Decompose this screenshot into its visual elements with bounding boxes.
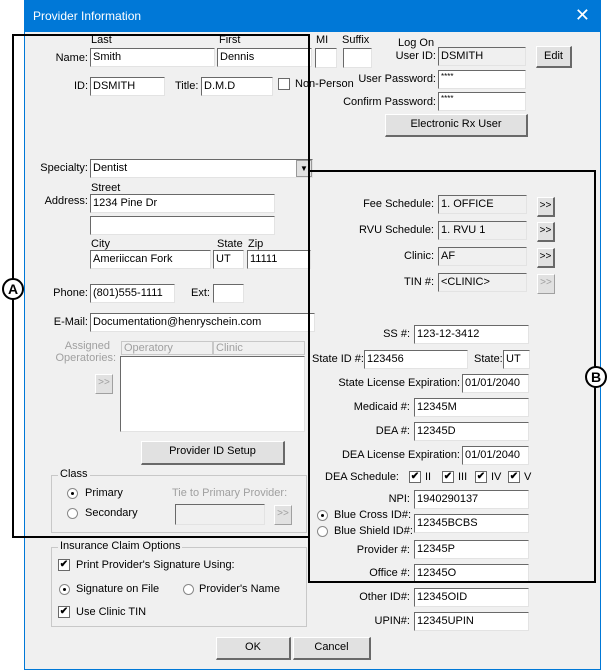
assigned-label: Assigned [64, 340, 110, 352]
office-number-label: Office #: [369, 567, 410, 579]
state-id-label: State ID #: [312, 353, 364, 365]
street2-input[interactable] [90, 216, 275, 235]
logon-label: Log On [398, 37, 435, 49]
state-input[interactable]: UT [213, 250, 244, 269]
user-password-input[interactable]: **** [438, 70, 526, 89]
tin-button[interactable]: >> [537, 274, 555, 294]
insurance-claim-options-title: Insurance Claim Options [60, 540, 181, 552]
office-number-input[interactable]: 12345O [414, 564, 529, 583]
class-group-title: Class [60, 468, 88, 480]
tin-label: TIN #: [404, 276, 434, 288]
tie-to-primary-input [175, 504, 265, 525]
suffix-input[interactable] [343, 48, 372, 68]
state-id-input[interactable]: 123456 [364, 350, 468, 369]
rvu-schedule-label: RVU Schedule: [358, 224, 434, 236]
tin-input: <CLINIC> [438, 273, 527, 292]
name-label: Name: [55, 52, 88, 64]
provider-id-setup-button[interactable]: Provider ID Setup [141, 441, 285, 465]
user-id-input: DSMITH [438, 47, 526, 66]
assign-operatory-button[interactable]: >> [95, 374, 113, 394]
operatories-label: Operatories: [55, 352, 116, 364]
close-icon[interactable]: ✕ [574, 5, 590, 25]
id-input[interactable]: DSMITH [90, 77, 165, 96]
other-id-label: Other ID#: [359, 591, 410, 603]
medicaid-label: Medicaid #: [353, 401, 410, 413]
npi-input[interactable]: 1940290137 [414, 490, 529, 509]
dea-schedule-ii-checkbox[interactable]: ✔ [410, 471, 420, 482]
signature-on-file-radio[interactable] [59, 584, 70, 595]
signature-on-file-label: Signature on File [76, 583, 160, 595]
secondary-radio[interactable] [67, 508, 78, 519]
tie-to-primary-label: Tie to Primary Provider: [172, 487, 288, 499]
npi-label: NPI: [388, 493, 410, 505]
operatory-column-header[interactable]: Operatory [121, 341, 213, 355]
clinic-column-header[interactable]: Clinic [213, 341, 305, 355]
provider-number-input[interactable]: 12345P [414, 540, 529, 559]
dea-label: DEA #: [375, 425, 410, 437]
dea-schedule-iii-label: III [458, 471, 468, 483]
cancel-button[interactable]: Cancel [293, 637, 371, 660]
suffix-label: Suffix [342, 34, 370, 46]
edit-button[interactable]: Edit [536, 46, 572, 68]
rvu-schedule-input: 1. RVU 1 [438, 221, 527, 240]
other-id-input[interactable]: 12345OID [414, 588, 529, 607]
last-name-input[interactable]: Smith [90, 48, 215, 67]
provider-number-label: Provider #: [356, 544, 410, 556]
use-clinic-tin-label: Use Clinic TIN [76, 606, 147, 618]
dea-schedule-v-label: V [524, 471, 532, 483]
secondary-label: Secondary [85, 507, 138, 519]
mi-input[interactable] [315, 48, 337, 68]
address-label: Address: [44, 195, 88, 207]
first-name-label: First [219, 34, 241, 46]
dea-schedule-iv-label: IV [491, 471, 502, 483]
ss-label: SS #: [383, 328, 410, 340]
rvu-schedule-button[interactable]: >> [537, 222, 555, 242]
non-person-checkbox[interactable] [278, 78, 290, 90]
ext-label: Ext: [191, 287, 210, 299]
dea-input[interactable]: 12345D [414, 422, 529, 441]
fee-schedule-button[interactable]: >> [537, 197, 555, 217]
primary-label: Primary [85, 487, 123, 499]
clinic-label: Clinic: [404, 250, 434, 262]
zip-input[interactable]: 11111 [247, 250, 311, 269]
ext-input[interactable] [213, 284, 244, 303]
street1-input[interactable]: 1234 Pine Dr [90, 194, 275, 213]
tie-to-primary-button[interactable]: >> [274, 505, 292, 525]
blue-cross-label: Blue Cross ID#: [334, 509, 412, 521]
fee-schedule-input: 1. OFFICE [438, 195, 527, 214]
upin-label: UPIN#: [374, 615, 410, 627]
use-clinic-tin-checkbox[interactable]: ✔ [59, 606, 69, 617]
dea-schedule-v-checkbox[interactable]: ✔ [509, 471, 519, 482]
window-title: Provider Information [33, 9, 142, 23]
title-bar [25, 1, 600, 32]
blue-shield-radio[interactable] [317, 526, 328, 537]
upin-input[interactable]: 12345UPIN [414, 612, 529, 631]
dea-license-expiration-input[interactable]: 01/01/2040 [462, 446, 529, 465]
confirm-password-label: Confirm Password: [343, 96, 436, 108]
mi-label: MI [316, 34, 329, 46]
user-password-label: User Password: [358, 73, 436, 85]
dea-license-expiration-label: DEA License Expiration: [341, 449, 460, 461]
primary-radio[interactable] [67, 488, 78, 499]
phone-label: Phone: [53, 287, 88, 299]
state-id-state-label: State: [474, 353, 503, 365]
dea-schedule-iv-checkbox[interactable]: ✔ [476, 471, 486, 482]
email-label: E-Mail: [53, 316, 88, 328]
clinic-input: AF [438, 247, 527, 266]
fee-schedule-label: Fee Schedule: [363, 198, 434, 210]
confirm-password-input[interactable]: **** [438, 92, 526, 111]
providers-name-radio[interactable] [183, 584, 194, 595]
specialty-label: Specialty: [40, 162, 88, 174]
state-license-expiration-label: State License Expiration: [338, 377, 460, 389]
phone-input[interactable]: (801)555-1111 [90, 284, 175, 303]
annotation-label-b: B [585, 366, 607, 388]
print-signature-label: Print Provider's Signature Using: [76, 559, 235, 571]
providers-name-label: Provider's Name [199, 583, 280, 595]
city-label: City [91, 238, 110, 250]
street-label: Street [91, 182, 121, 194]
clinic-button[interactable]: >> [537, 248, 555, 268]
ok-button[interactable]: OK [216, 637, 291, 660]
non-person-label: Non-Person [295, 78, 354, 90]
blue-id-input[interactable]: 12345BCBS [414, 514, 529, 533]
medicaid-input[interactable]: 12345M [414, 398, 529, 417]
title-input[interactable]: D.M.D [201, 77, 273, 96]
state-label: State [217, 238, 243, 250]
title-label: Title: [175, 80, 199, 92]
print-signature-checkbox[interactable]: ✔ [59, 559, 69, 570]
chevron-down-icon[interactable]: ▼ [296, 160, 312, 177]
email-input[interactable]: Documentation@henryschein.com [90, 313, 315, 332]
ss-input[interactable]: 123-12-3412 [414, 325, 529, 344]
operatories-list[interactable] [120, 356, 305, 432]
city-input[interactable]: Ameriiccan Fork [90, 250, 211, 269]
blue-cross-radio[interactable] [317, 510, 328, 521]
last-name-label: Last [91, 34, 112, 46]
blue-shield-label: Blue Shield ID#: [334, 525, 413, 537]
state-license-expiration-input[interactable]: 01/01/2040 [462, 374, 529, 393]
annotation-label-a: A [2, 278, 24, 300]
zip-label: Zip [248, 238, 264, 250]
first-name-input[interactable]: Dennis [217, 48, 312, 67]
state-id-state-input[interactable]: UT [503, 350, 530, 369]
dea-schedule-ii-label: II [425, 471, 432, 483]
specialty-select[interactable]: Dentist [90, 159, 313, 178]
dea-schedule-label: DEA Schedule: [325, 471, 399, 483]
dea-schedule-iii-checkbox[interactable]: ✔ [443, 471, 453, 482]
id-label: ID: [73, 80, 88, 92]
user-id-label: User ID: [395, 50, 436, 62]
electronic-rx-user-button[interactable]: Electronic Rx User [385, 114, 528, 137]
